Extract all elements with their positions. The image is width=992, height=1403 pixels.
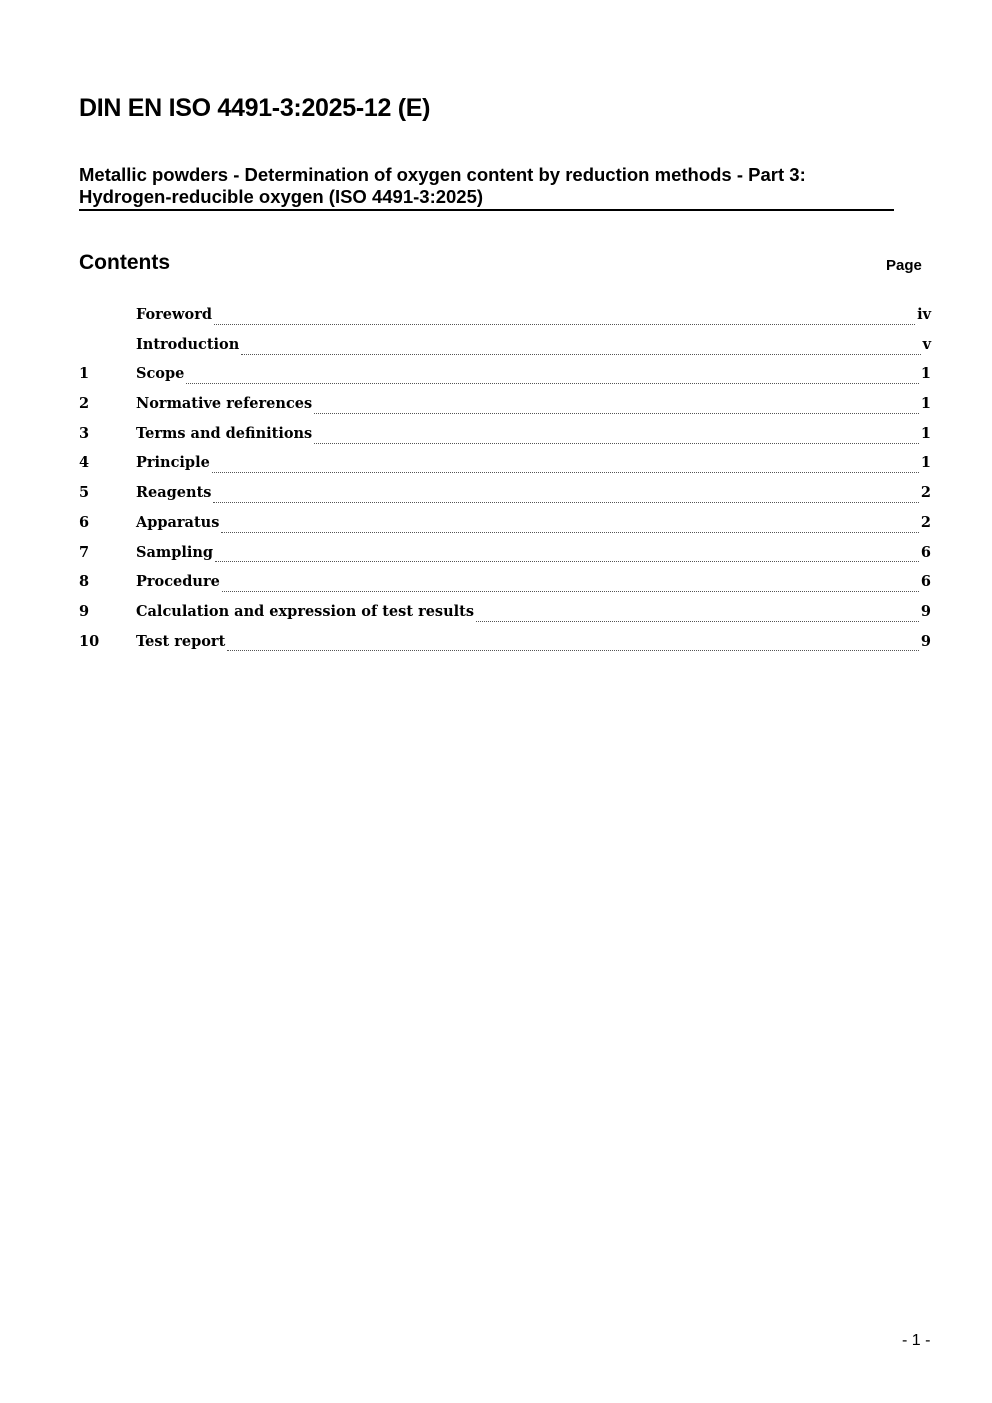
toc-entry-page: v bbox=[922, 335, 931, 353]
toc-entry-page: 1 bbox=[920, 395, 931, 413]
toc-dot-leader bbox=[222, 590, 919, 592]
toc-entry-reagents[interactable] bbox=[79, 481, 931, 511]
toc-entry-page: 2 bbox=[920, 484, 931, 502]
toc-entry-page: 1 bbox=[920, 365, 931, 383]
toc-entry-number: 2 bbox=[79, 395, 90, 413]
toc-entry-page: 9 bbox=[920, 632, 931, 650]
toc-entry-title: Terms and definitions bbox=[136, 424, 313, 442]
toc-dot-leader bbox=[215, 560, 919, 562]
toc-entry-number: 8 bbox=[79, 573, 90, 591]
toc-entry-page: 6 bbox=[920, 543, 931, 561]
toc-entry-sampling[interactable] bbox=[79, 541, 931, 571]
document-id: DIN EN ISO 4491-3:2025-12 (E) bbox=[79, 94, 431, 122]
toc-entry-title: Reagents bbox=[136, 484, 212, 502]
toc-entry-apparatus[interactable] bbox=[79, 511, 931, 541]
toc-entry-principle[interactable] bbox=[79, 451, 931, 481]
toc-entry-scope[interactable] bbox=[79, 362, 931, 392]
toc-entry-page: 6 bbox=[920, 573, 931, 591]
toc-entry-number: 1 bbox=[79, 365, 90, 383]
toc-entry-number: 3 bbox=[79, 424, 90, 442]
toc-dot-leader bbox=[221, 531, 919, 533]
toc-dot-leader bbox=[241, 353, 920, 355]
toc-entry-test-report[interactable] bbox=[79, 630, 931, 660]
toc-entry-introduction[interactable] bbox=[79, 333, 931, 363]
toc-dot-leader bbox=[212, 471, 919, 473]
toc-entry-page: 1 bbox=[920, 424, 931, 442]
document-title-line-1: Metallic powders - Determination of oxygen content by reduction methods - Part 3: bbox=[79, 164, 806, 185]
toc-entry-title: Procedure bbox=[136, 573, 220, 591]
toc-dot-leader bbox=[186, 382, 919, 384]
toc-entry-title: Principle bbox=[136, 454, 210, 472]
toc-entry-procedure[interactable] bbox=[79, 570, 931, 600]
toc-entry-title: Apparatus bbox=[136, 513, 220, 531]
toc-entry-terms-and-definitions[interactable] bbox=[79, 422, 931, 452]
toc-entry-number: 7 bbox=[79, 543, 90, 561]
toc-entry-page: 1 bbox=[920, 454, 931, 472]
toc-entry-number: 9 bbox=[79, 602, 90, 620]
toc-entry-page: 9 bbox=[920, 602, 931, 620]
toc-entry-title: Introduction bbox=[136, 335, 240, 353]
contents-heading: Contents bbox=[79, 251, 170, 274]
toc-entry-number: 10 bbox=[79, 632, 100, 650]
page-number: - 1 - bbox=[902, 1332, 931, 1349]
toc-entry-page: 2 bbox=[920, 513, 931, 531]
toc-entry-title: Foreword bbox=[136, 306, 212, 323]
toc-dot-leader bbox=[213, 501, 918, 503]
toc-entry-number: 5 bbox=[79, 484, 90, 502]
toc-entry-title: Sampling bbox=[136, 543, 214, 561]
toc-dot-leader bbox=[227, 649, 919, 651]
document-title bbox=[79, 164, 894, 211]
toc-entry-page: iv bbox=[917, 306, 931, 323]
document-title-line-2: Hydrogen-reducible oxygen (ISO 4491-3:2025) bbox=[79, 186, 484, 207]
toc-entry-number: 4 bbox=[79, 454, 90, 472]
table-of-contents bbox=[79, 303, 931, 659]
toc-dot-leader bbox=[314, 412, 919, 414]
toc-dot-leader bbox=[476, 620, 919, 622]
toc-entry-title: Scope bbox=[136, 365, 185, 383]
toc-entry-normative-references[interactable] bbox=[79, 392, 931, 422]
toc-entry-title: Normative references bbox=[136, 395, 313, 413]
page-column-heading: Page bbox=[886, 257, 922, 274]
toc-entry-title: Test report bbox=[136, 632, 226, 650]
toc-entry-number: 6 bbox=[79, 513, 90, 531]
toc-dot-leader bbox=[314, 442, 919, 444]
toc-entry-title: Calculation and expression of test results bbox=[136, 602, 475, 620]
toc-dot-leader bbox=[214, 323, 915, 325]
toc-entry-calculation[interactable] bbox=[79, 600, 931, 630]
toc-entry-foreword[interactable] bbox=[79, 303, 931, 333]
